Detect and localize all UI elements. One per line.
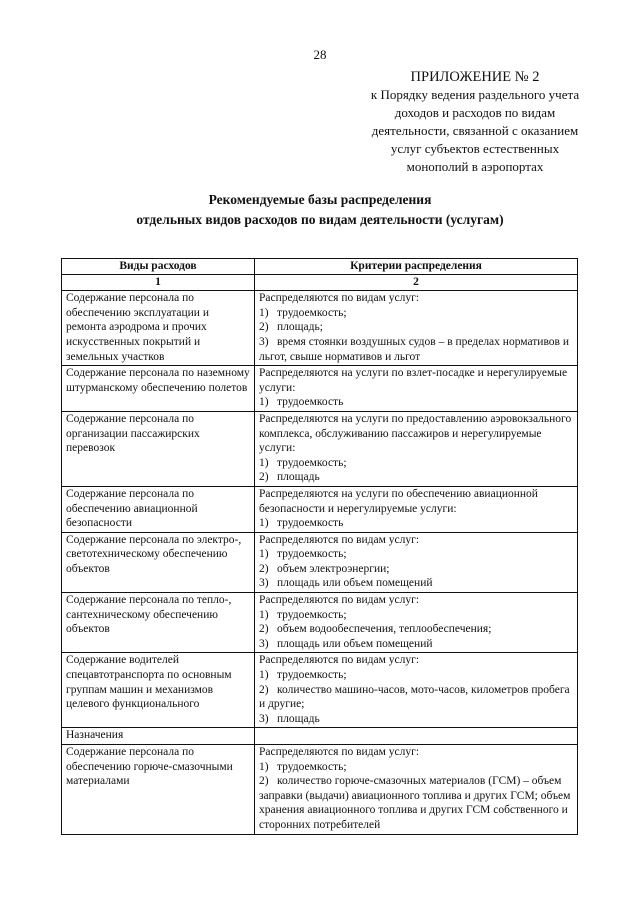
criteria-item bbox=[259, 456, 573, 471]
criteria-item bbox=[259, 547, 573, 562]
criteria-item bbox=[259, 683, 573, 712]
criteria-item-text: трудоемкость; bbox=[277, 669, 347, 682]
document-title bbox=[0, 190, 640, 230]
criteria-item-number: 1) bbox=[259, 396, 269, 409]
column-number: 1 bbox=[62, 274, 255, 291]
criteria-item-text: объем водообеспечения, теплообеспечения; bbox=[277, 623, 492, 636]
criteria-cell bbox=[255, 532, 578, 592]
criteria-item-text: трудоемкость; bbox=[277, 760, 347, 773]
criteria-intro: Распределяются по видам услуг: bbox=[259, 746, 420, 758]
criteria-cell bbox=[255, 486, 578, 532]
criteria-item bbox=[259, 576, 573, 591]
criteria-intro: Распределяются по видам услуг: bbox=[259, 654, 420, 667]
column-number-row bbox=[62, 274, 578, 291]
criteria-item-number: 2) bbox=[259, 683, 269, 696]
appendix-line: к Порядку ведения раздельного учета bbox=[370, 87, 580, 102]
criteria-cell bbox=[255, 291, 578, 366]
criteria-item-number: 1) bbox=[259, 548, 269, 561]
criteria-item-text: время стоянки воздушных судов – в пределах нормативов и льгот, свыше нормативов и льгот bbox=[259, 335, 570, 363]
distribution-table bbox=[61, 258, 578, 835]
criteria-item-number: 2) bbox=[259, 775, 269, 788]
table-row bbox=[62, 728, 578, 745]
criteria-item-number: 3) bbox=[259, 712, 269, 725]
criteria-item bbox=[259, 470, 573, 485]
criteria-intro: Распределяются на услуги по предоставлению аэровокзального комплекса, обслуживанию пассажиров и нерегулируемые услуги: bbox=[259, 412, 572, 455]
appendix-line: доходов и расходов по видам bbox=[394, 105, 556, 120]
document-title-line: Рекомендуемые базы распределения bbox=[208, 192, 432, 207]
criteria-intro: Распределяются по видам услуг: bbox=[259, 594, 420, 607]
criteria-item-number: 3) bbox=[259, 637, 269, 650]
criteria-item-text: трудоемкость; bbox=[277, 306, 347, 319]
page-number: 28 bbox=[313, 47, 327, 62]
criteria-item bbox=[259, 608, 573, 623]
criteria-item-text: трудоемкость bbox=[277, 517, 344, 530]
column-number: 2 bbox=[255, 274, 578, 291]
criteria-item bbox=[259, 562, 573, 577]
criteria-item-number: 1) bbox=[259, 608, 269, 621]
criteria-item-text: трудоемкость; bbox=[277, 456, 347, 469]
document-title-line: отдельных видов расходов по видам деятельности (услугам) bbox=[136, 212, 504, 227]
criteria-item-number: 1) bbox=[259, 517, 269, 530]
criteria-item-number: 1) bbox=[259, 306, 269, 319]
criteria-item-text: трудоемкость bbox=[277, 396, 344, 409]
criteria-item-number: 3) bbox=[259, 577, 269, 590]
table-row bbox=[62, 486, 578, 532]
criteria-item bbox=[259, 760, 573, 775]
table-row bbox=[62, 653, 578, 728]
expense-type-cell: Назначения bbox=[62, 728, 255, 745]
criteria-cell bbox=[255, 411, 578, 486]
criteria-item-number: 1) bbox=[259, 456, 269, 469]
expense-type-cell: Содержание персонала по электро-, светотехническому обеспечению объектов bbox=[62, 532, 255, 592]
table-row bbox=[62, 745, 578, 835]
criteria-item bbox=[259, 774, 573, 832]
criteria-cell bbox=[255, 745, 578, 835]
criteria-item-text: объем электроэнергии; bbox=[277, 562, 390, 575]
criteria-item-text: площадь или объем помещений bbox=[277, 637, 433, 650]
criteria-item-text: количество машино-часов, мото-часов, километров пробега и другие; bbox=[259, 683, 570, 711]
table-row bbox=[62, 411, 578, 486]
criteria-intro: Распределяются на услуги по обеспечению авиационной безопасности и нерегулируемые услуги: bbox=[259, 487, 538, 515]
table-header-row bbox=[62, 259, 578, 275]
criteria-item bbox=[259, 668, 573, 683]
expense-type-cell: Содержание персонала по обеспечению эксплуатации и ремонта аэродрома и прочих искусственных покрытий и земельных участков bbox=[62, 291, 255, 366]
appendix-title: ПРИЛОЖЕНИЕ № 2 bbox=[410, 69, 540, 85]
criteria-item bbox=[259, 622, 573, 637]
table-row bbox=[62, 593, 578, 653]
criteria-item bbox=[259, 306, 573, 321]
criteria-item-text: площадь; bbox=[277, 321, 323, 334]
criteria-cell bbox=[255, 593, 578, 653]
criteria-item-text: количество горюче-смазочных материалов (ГСМ) – объем заправки (выдачи) авиационного топлива и других ГСМ; объем хранения авиационного топлива и других ГСМ собственного и сторонних потребителей bbox=[259, 775, 571, 831]
expense-type-cell: Содержание персонала по организации пассажирских перевозок bbox=[62, 411, 255, 486]
expense-type-cell: Содержание персонала по тепло-, сантехническому обеспечению объектов bbox=[62, 593, 255, 653]
criteria-item-text: трудоемкость; bbox=[277, 608, 347, 621]
criteria-item-number: 3) bbox=[259, 335, 269, 348]
expense-type-cell: Содержание водителей спецавтотранспорта по основным группам машин и механизмов целевого функционального bbox=[62, 653, 255, 728]
appendix-line: деятельности, связанной с оказанием bbox=[371, 123, 579, 138]
criteria-item-number: 2) bbox=[259, 623, 269, 636]
criteria-cell bbox=[255, 366, 578, 412]
column-header-expense-types: Виды расходов bbox=[62, 259, 255, 275]
criteria-item-number: 2) bbox=[259, 562, 269, 575]
table-row bbox=[62, 291, 578, 366]
criteria-item bbox=[259, 335, 573, 364]
expense-type-cell: Содержание персонала по обеспечению горюче-смазочными материалами bbox=[62, 745, 255, 835]
criteria-intro: Распределяются на услуги по взлет-посадке и нерегулируемые услуги: bbox=[259, 367, 568, 394]
criteria-item-text: трудоемкость; bbox=[277, 548, 347, 561]
table-row bbox=[62, 532, 578, 592]
criteria-cell bbox=[255, 728, 578, 745]
criteria-item-number: 1) bbox=[259, 669, 269, 682]
criteria-item bbox=[259, 637, 573, 652]
criteria-item-number: 2) bbox=[259, 471, 269, 484]
criteria-item-text: площадь или объем помещений bbox=[277, 577, 433, 590]
criteria-item-number: 1) bbox=[259, 760, 269, 773]
criteria-item-text: площадь bbox=[277, 471, 320, 484]
appendix-line: монополий в аэропортах bbox=[406, 159, 544, 174]
criteria-intro: Распределяются по видам услуг: bbox=[259, 533, 420, 546]
expense-type-cell: Содержание персонала по обеспечению авиационной безопасности bbox=[62, 486, 255, 532]
column-header-criteria: Критерии распределения bbox=[255, 259, 578, 275]
criteria-item-text: площадь bbox=[277, 712, 320, 725]
appendix-block bbox=[330, 68, 620, 176]
criteria-intro: Распределяются по видам услуг: bbox=[259, 292, 420, 305]
expense-type-cell: Содержание персонала по наземному штурманскому обеспечению полетов bbox=[62, 366, 255, 412]
criteria-cell bbox=[255, 653, 578, 728]
appendix-line: услуг субъектов естественных bbox=[390, 141, 560, 156]
criteria-item bbox=[259, 516, 573, 531]
table-row bbox=[62, 366, 578, 412]
criteria-item bbox=[259, 395, 573, 410]
criteria-item bbox=[259, 320, 573, 335]
criteria-item-number: 2) bbox=[259, 321, 269, 334]
criteria-item bbox=[259, 712, 573, 727]
